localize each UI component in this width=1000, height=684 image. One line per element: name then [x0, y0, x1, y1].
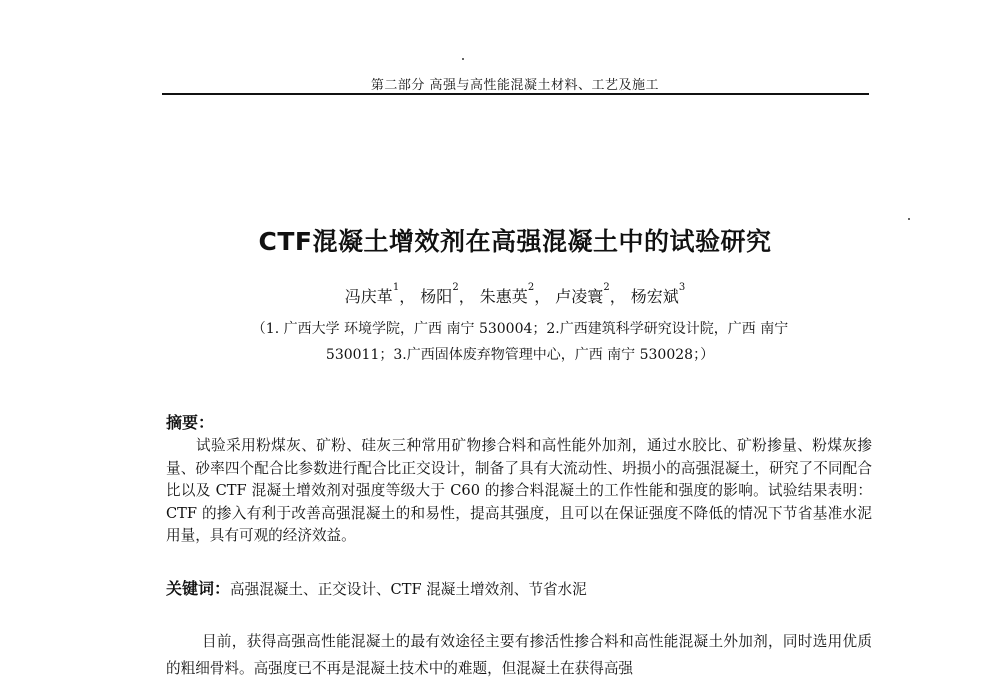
- running-header: 第二部分 高强与高性能混凝土材料、工艺及施工: [370, 78, 660, 93]
- author-separator: ，: [609, 287, 626, 306]
- intro-paragraph: 目前，获得高强高性能混凝土的最有效途径主要有掺活性掺合料和高性能混凝土外加剂，同时选用优质的粗细骨料。高强度已不再是混凝土技术中的难题，但混凝土在获得高强: [166, 633, 872, 677]
- header-divider: [162, 93, 869, 95]
- keywords-text: 高强混凝土、正交设计、CTF 混凝土增效剂、节省水泥: [230, 581, 587, 598]
- abstract-heading: 摘要：: [166, 413, 215, 432]
- author-affiliation-mark: 3: [678, 282, 686, 293]
- author-name: 卢凌寰: [555, 287, 604, 306]
- author-name: 杨阳: [420, 287, 453, 306]
- author-name: 朱惠英: [479, 287, 528, 306]
- scan-speck-top: [462, 58, 464, 60]
- affiliation-line-1: （1. 广西大学 环境学院，广西 南宁 530004；2.广西建筑科学研究设计院，广西 南宁: [251, 321, 789, 337]
- author-affiliation-mark: 2: [452, 282, 459, 293]
- keywords-label: 关键词：: [166, 579, 231, 598]
- author-separator: ，: [458, 287, 475, 306]
- author-name: 杨宏斌: [630, 287, 679, 306]
- author-affiliation-mark: 2: [603, 282, 610, 293]
- author-name: 冯庆革: [344, 287, 393, 306]
- keywords-line: [166, 576, 872, 599]
- paper-title: CTF混凝土增效剂在高强混凝土中的试验研究: [258, 227, 772, 256]
- author-separator: ，: [534, 287, 551, 306]
- scan-speck-right: [908, 218, 910, 220]
- author-list: [160, 284, 870, 307]
- author-affiliation-mark: 1: [392, 282, 400, 293]
- abstract-text: 试验采用粉煤灰、矿粉、硅灰三种常用矿物掺合料和高性能外加剂，通过水胶比、矿粉掺量、粉煤灰掺量、砂率四个配合比参数进行配合比正交设计，制备了具有大流动性、坍损小的高强混凝土，研究了不同配合比以及 CTF 混凝土增效剂对强度等级大于 C60 的掺合料混凝土的工作性能和强度的影响。试验结果表明：CTF 的掺入有利于改善高强混凝土的和易性，提高其强度，且可以在保证强度不降低的情况下节省基准水泥用量，具有可观的经济效益。: [166, 437, 872, 545]
- affiliation-line-2: 530011；3.广西固体废弃物管理中心，广西 南宁 530028；）: [325, 347, 715, 363]
- author-affiliation-mark: 2: [527, 282, 535, 293]
- author-separator: ，: [399, 287, 416, 306]
